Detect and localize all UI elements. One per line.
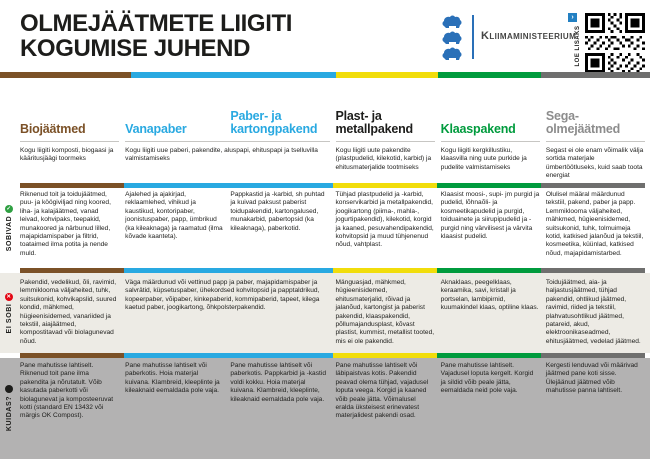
sobivad-klaaspakend: Klaasist moosi-, supi- jm purgid ja pudelid, lõhnaõli- ja kosmeetikapudelid ja purgid, toiduainete ja siirupipudelid ja -purgid ning värvilisest ja värvita klaasist pudelid. (440, 191, 540, 241)
column-header-plast-metallpakend: Plast- ja metallpakend (335, 109, 413, 136)
kuidas-vanapaber: Pane mahutisse lahtiselt või paberkotis. Hoia materjal kuivana. Klambreid, kleeplinte ja kileaknaid eemaldada pole vaja. (125, 362, 220, 395)
stripe-seg-blue (124, 268, 332, 273)
column-header-klaaspakend: Klaaspakend (440, 122, 516, 136)
logo-divider (472, 15, 474, 59)
stripe-seg-blue (124, 353, 332, 358)
stripe-seg-green (437, 268, 541, 273)
title-line-1: OLMEJÄÄTMETE LIIGITI (20, 10, 292, 37)
arrow-chip-icon: › (568, 13, 577, 22)
ei-sobi-biojaatmed: Pakendid, vedelikud, õli, ravimid, lemmiklooma väljaheited, tuhk, suitsukonid, kohvikapslid, suured kondid, mähkmed, hügieenisidemed, vanariided ja tekstiil, aiajäätmed, kompostitavad või biolagunevad nõud. (20, 279, 117, 345)
column-headers-row (20, 88, 645, 142)
ei-sobi-paper: Väga määrdunud või vettinud papp ja paber, majapidamispaber ja salvrätid, küpsetuspaber, ühekordsed kohvitopsid ja papptaldrikud, kopeerpaber, võipaber, kinkepaberid, kommipaberid, tapeet, kilega kaetud paber, joogikartong, õhkpolsterpakendid. (125, 279, 320, 312)
stripe-seg-yellow (333, 183, 437, 188)
stripe-seg-green (437, 353, 541, 358)
title-line-2: KOGUMISE JUHEND (20, 35, 251, 62)
ministry-name: Kliimaministeerium (481, 30, 577, 42)
stripe-seg-brown (20, 268, 124, 273)
row-label-ei-sobi-text: EI SOBI (5, 303, 13, 334)
row-label-kuidas-text: KUIDAS? (5, 395, 13, 432)
ei-sobi-row (20, 279, 645, 351)
page-title (20, 11, 292, 61)
check-circle-icon: ✓ (6, 205, 12, 212)
qr-label: LOE LISAKS (575, 25, 581, 67)
column-descriptions-row (20, 147, 645, 181)
header-color-stripe (0, 72, 650, 78)
stripe-seg-gray (541, 183, 645, 188)
cross-circle-icon: ✕ (6, 293, 12, 300)
sobivad-vanapaber: Ajalehed ja ajakirjad, reklaamlehed, vihikud ja kaustikud, kontoripaber, joonistuspaber, papp, ümbrikud (ka kileaknaga) ja raamatud (ilma kõvade kaanteta). (125, 191, 223, 241)
sobivad-sega-olmejaatmed: Olulisel määral määrdunud tekstiil, pakend, paber ja papp. Lemmiklooma väljaheited, mähkmed, hügieenisidemed, suitsukonid, tuhk, tolmuimeja kotid, katkised jalanõud ja tekstiil, kosmeetika, küünlad, katkised nõud, majapidamistarbed. (545, 191, 644, 257)
row-label-ei-sobi (1, 273, 17, 353)
stripe-seg-yellow (336, 72, 438, 78)
stripe-seg-blue (131, 72, 336, 78)
kuidas-row (20, 362, 645, 456)
divider-stripe-2 (20, 268, 645, 273)
column-header-sega-olmejaatmed: Sega-olmejäätmed (545, 109, 621, 136)
stripe-seg-yellow (333, 353, 437, 358)
description-klaaspakend: Kogu liigiti kergkillustiku, klaasvilla ning uute purkide ja pudelite valmistamiseks (440, 147, 527, 171)
kuidas-paber-kartongpakend: Pane mahutisse lahtiselt või paberkotis. Pappkarbid ja -kastid voldi kokku. Hoia materjal kuivana. Klambreid, kleeplinte, kileaknaid eemaldada pole vaja. (230, 362, 326, 403)
paper-headers-group (125, 88, 329, 142)
ei-sobi-klaaspakend: Aknaklaas, peegelklaas, keraamika, savi, kristall ja portselan, lambipirnid, kuumakindel klaas, optiline klaas. (440, 279, 539, 312)
stripe-seg-brown (20, 353, 124, 358)
column-header-vanapaber: Vanapaber (125, 122, 187, 136)
stripe-seg-yellow (333, 268, 437, 273)
divider-stripe-1 (20, 183, 645, 188)
qr-code (585, 13, 645, 73)
description-biojaatmed: Kogu liigiti komposti, biogaasi ja kääritusjäägi toormeks (20, 147, 114, 163)
kuidas-plast-metallpakend: Pane mahutisse lahtiselt või läbipaistvas kotis. Pakendid peavad olema tühjad, vajadusel loputa veega. Korgid ja kaaned võib peale jätta. Võimalusel eralda üksteisest erinevatest materjalidest pakendi osad. (335, 362, 429, 420)
stripe-seg-brown (20, 183, 124, 188)
sobivad-biojaatmed: Riknenud toit ja toidujäätmed, puu- ja köögiviljad ning koored, liha- ja kalajäätmed, vanad leivad, kohvipaks, teepakid, munakoored ja närbunud lilled, majapidamispaber ja filtrid, toataimed ilma potita ja nende muld. (20, 191, 111, 257)
row-label-sobivad (1, 188, 17, 268)
column-header-paber-kartongpakend: Paber- ja kartongpakend (230, 109, 318, 136)
sobivad-plast-metallpakend: Tühjad plastpudelid ja -karbid, konservikarbid ja metallpakendid, joogikartong (piima-, mahla-, jogurtipakendid), kilekotid, korgid ja kaaned, pesuvahendipakendid, kohvitopsid ja muud tühjenenud nõud, vahtplast. (335, 191, 434, 249)
black-dot-icon (5, 385, 13, 393)
description-sega-olmejaatmed: Segast ei ole enam võimalik välja sortida materjale ümbertöötluseks, kuid saab toota energiat (545, 147, 644, 180)
stripe-seg-green (438, 72, 541, 78)
stripe-seg-gray (541, 353, 645, 358)
stripe-seg-gray (541, 268, 645, 273)
stripe-seg-gray (541, 72, 650, 78)
estonia-coat-of-arms-icon (437, 14, 467, 60)
description-paper: Kogu liigiti uue paberi, pakendite, aluspapi, ehituspapi ja tselluvilla valmistamiseks (125, 147, 318, 163)
ei-sobi-sega-olmejaatmed: Toidujäätmed, aia- ja haljastusjäätmed, tühjad pakendid, ohtlikud jäätmed, ravimid, riided ja tekstiil, plahvatusohtlikud jäätmed, patareid, akud, elektroonikaseadmed, ehitusjäätmed, vedelad jäätmed. (545, 279, 641, 345)
row-label-sobivad-text: SOBIVAD (5, 215, 13, 252)
row-label-kuidas (1, 368, 17, 448)
kuidas-biojaatmed: Pane mahutisse lahtiselt. Riknenud toit pane ilma pakendita ja nõrutatult. Võib kasutada paberkotti või biolagunevat ja komposteeruvat kotti (standard EN 13432 või märgis OK Compost). (20, 362, 114, 420)
divider-stripe-3 (20, 353, 645, 358)
kuidas-klaaspakend: Pane mahutisse lahtiselt. Vajadusel loputa kergelt. Korgid ja sildid võib peale jätta, eemaldada neid pole vaja. (440, 362, 534, 395)
stripe-seg-blue (124, 183, 332, 188)
ei-sobi-plast-metallpakend: Mänguasjad, mähkmed, hügieenisidemed, ehitusmaterjalid, rõivad ja jalanõud, kartongist ja paberist pakendid, klaaspakendid, põllumajandusplast, kõvast plastist, kummist, metallist tooted, mis ei ole pakendid. (335, 279, 435, 345)
stripe-seg-green (437, 183, 541, 188)
kuidas-sega-olmejaatmed: Kergesti lenduvad või määrivad jäätmed pane koti sisse. Ülejäänud jäätmed võib mahutisse panna lahtiselt. (545, 362, 638, 395)
sobivad-row (20, 191, 645, 265)
description-plast-metallpakend: Kogu liigiti uute pakendite (plastpudelid, kilekotid, karbid) ja ehitusmaterjalide tootmiseks (335, 147, 432, 171)
stripe-seg-brown (0, 72, 131, 78)
column-header-biojaatmed: Biojäätmed (20, 122, 86, 136)
sobivad-paber-kartongpakend: Pappkastid ja -karbid, sh puhtad ja kuivad paksust paberist toidupakendid, kartongalused, munakarbid, pabertopsid (ka kileaknaga), paberkotid. (230, 191, 325, 232)
